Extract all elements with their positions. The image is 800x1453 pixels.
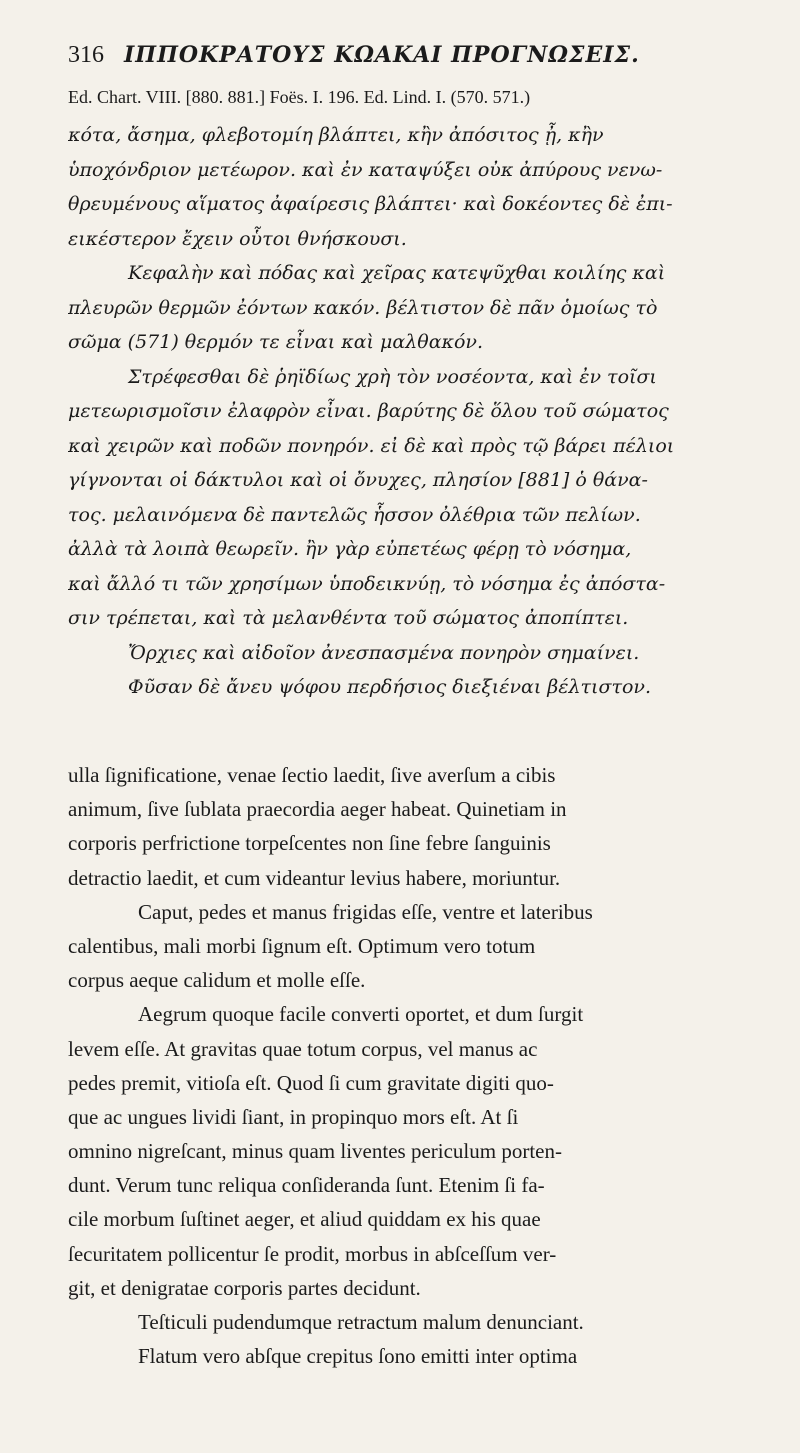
greek-line: καὶ ἄλλό τι τῶν χρησίμων ὑποδεικνύῃ, τὸ νόσημα ἐς ἀπόστα- (68, 572, 666, 595)
greek-line: θρευμένους αἵματος ἀφαίρεσις βλάπτει· καὶ δοκέοντες δὲ ἐπι- (68, 193, 673, 215)
greek-line: μετεωρισμοῖσιν ἐλαφρὸν εἶναι. βαρύτης δὲ ὅλου τοῦ σώματος (68, 400, 669, 422)
edition-reference: Ed. Chart. VIII. [880. 881.] Foës. I. 196. Ed. Lind. I. (570. 571.) (68, 87, 531, 107)
greek-line: Στρέφεσθαι δὲ ῥηϊδίως χρὴ τὸν νοσέοντα, καὶ ἐν τοῖσι (128, 365, 657, 388)
latin-line: Aegrum quoque facile converti oportet, et dum ſurgit (138, 1002, 584, 1027)
greek-line: Κεφαλὴν καὶ πόδας καὶ χεῖρας κατεψῦχθαι κοιλίης καὶ (128, 262, 666, 284)
latin-line: ulla ſignificatione, venae ſectio laedit, ſive averſum a cibis (68, 763, 556, 787)
latin-line: omnino nigreſcant, minus quam liventes periculum porten- (68, 1139, 562, 1164)
latin-line: pedes premit, vitioſa eſt. Quod ſi cum gravitate digiti quo- (68, 1070, 554, 1095)
latin-line: ſecuritatem pollicentur ſe prodit, morbus in abſceſſum ver- (68, 1241, 557, 1266)
latin-line: Caput, pedes et manus frigidas eſſe, ventre et lateribus (138, 899, 593, 924)
greek-line: Φῦσαν δὲ ἄνευ ψόφου περδήσιος διεξιέναι βέλτιστον. (128, 676, 652, 698)
latin-line: corpus aeque calidum et molle eſſe. (68, 968, 366, 993)
greek-line: τος. μελαινόμενα δὲ παντελῶς ἧσσον ὀλέθρια τῶν πελίων. (68, 503, 641, 526)
latin-line: cile morbum ſuſtinet aeger, et aliud quiddam ex his quae (68, 1207, 541, 1232)
greek-line: εικέστερον ἔχειν οὗτοι θνήσκουσι. (68, 227, 407, 250)
greek-line: κότα, ἄσημα, φλεβοτομίη βλάπτει, κἢν ἀπόσιτος ᾖ, κἢν (68, 124, 604, 146)
latin-line: animum, ſive ſublata praecordia aeger habeat. Quinetiam in (68, 797, 567, 822)
greek-line: πλευρῶν θερμῶν ἐόντων κακόν. βέλτιστον δὲ πᾶν ὁμοίως τὸ (68, 296, 658, 319)
greek-text-block (68, 118, 780, 705)
latin-line: levem eſſe. At gravitas quae totum corpus, vel manus ac (68, 1036, 538, 1061)
greek-line: σῶμα (571) θερμόν τε εἶναι καὶ μαλθακόν. (68, 331, 484, 353)
latin-line: que ac ungues lividi ſiant, in propinquo mors eſt. At ſi (68, 1104, 519, 1129)
latin-line: Flatum vero abſque crepitus ſono emitti inter optima (138, 1344, 578, 1369)
greek-line: ἀλλὰ τὰ λοιπὰ θεωρεῖν. ἢν γὰρ εὐπετέως φέρῃ τὸ νόσημα, (68, 538, 632, 560)
latin-line: Teſticuli pudendumque retractum malum denunciant. (138, 1310, 584, 1334)
page-header (68, 42, 768, 80)
greek-line: ὑποχόνδριον μετέωρον. καὶ ἐν καταψύξει οὐκ ἀπύρους νενω- (68, 158, 663, 181)
greek-line: γίγνονται οἱ δάκτυλοι καὶ οἱ ὄνυχες, πλησίον [881] ὁ θάνα- (68, 469, 648, 491)
greek-line: καὶ χειρῶν καὶ ποδῶν πονηρόν. εἰ δὲ καὶ πρὸς τῷ βάρει πέλιοι (68, 434, 675, 457)
latin-line: detractio laedit, et cum videantur levius habere, moriuntur. (68, 865, 561, 890)
greek-line: σιν τρέπεται, καὶ τὰ μελανθέντα τοῦ σώματος ἀποπίπτει. (68, 607, 629, 629)
latin-line: calentibus, mali morbi ſignum eſt. Optimum vero totum (68, 933, 536, 958)
greek-line: Ὄρχιες καὶ αἰδοῖον ἀνεσπασμένα πονηρὸν σημαίνει. (128, 641, 640, 664)
latin-line: dunt. Verum tunc reliqua conſideranda ſunt. Etenim ſi fa- (68, 1173, 545, 1198)
latin-line: corporis perfrictione torpeſcentes non ſine febre ſanguinis (68, 831, 551, 856)
latin-text-block (68, 758, 784, 1373)
page-number: 316 (68, 42, 104, 68)
running-title: ΙΠΠΟΚΡΑΤΟΥΣ ΚΩΑΚΑΙ ΠΡΟΓΝΩΣΕΙΣ. (124, 42, 640, 68)
latin-line: git, et denigratae corporis partes decidunt. (68, 1275, 421, 1300)
